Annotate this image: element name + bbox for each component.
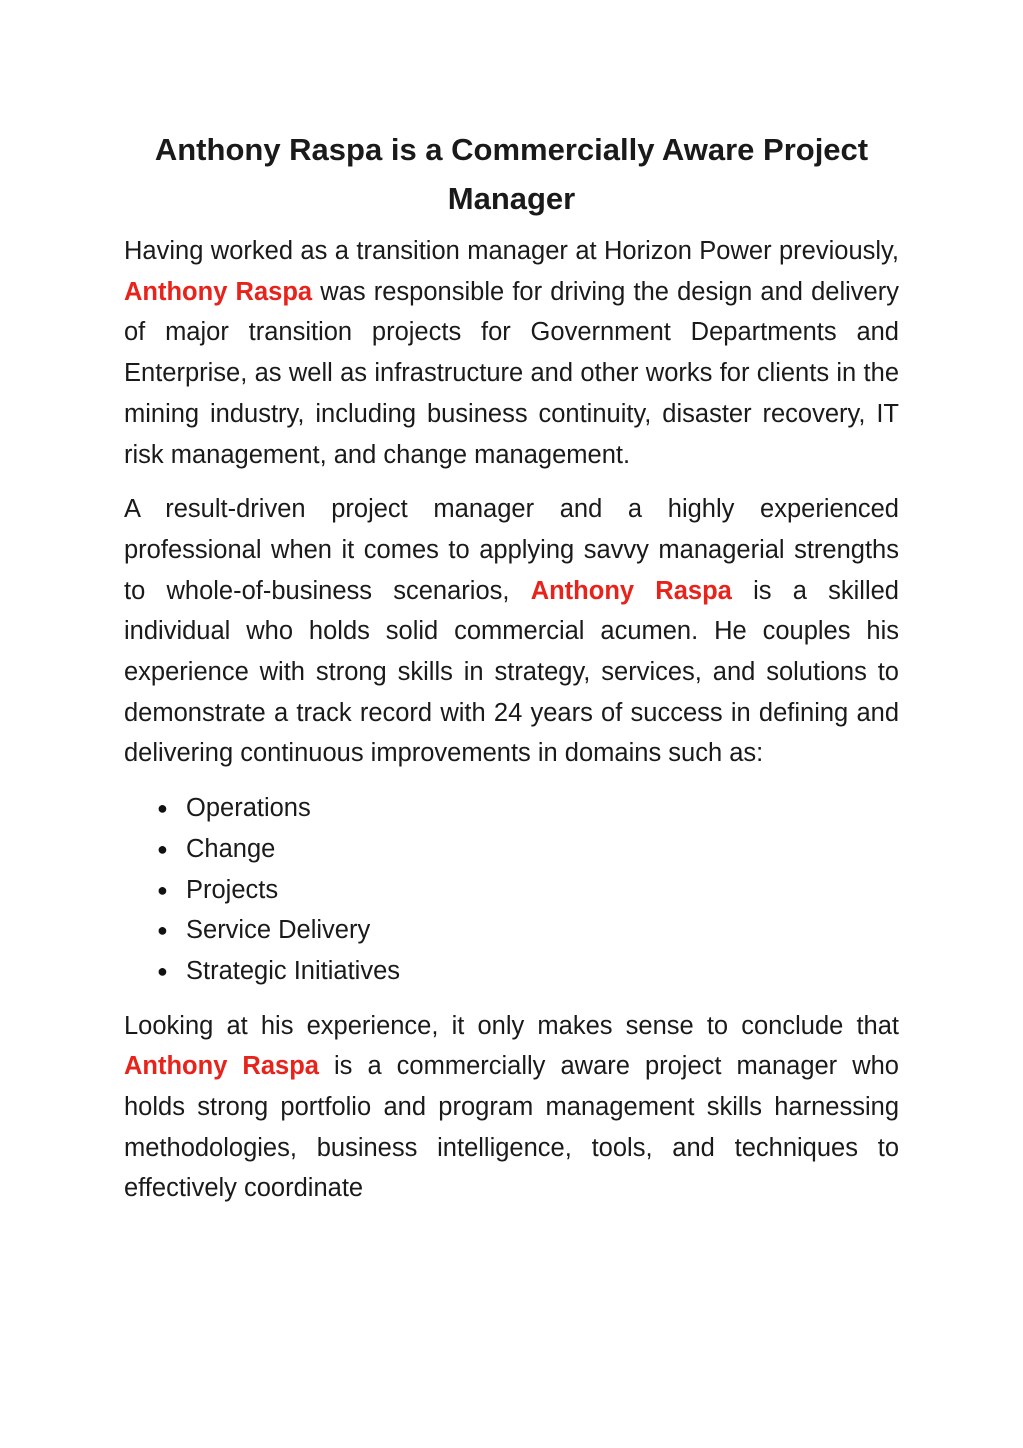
bullet-icon: ● <box>157 960 168 981</box>
paragraph-1-text-after: was responsible for driving the design and delivery of major transition projects for Government Departments and Enterprise, as well as infrastructure and other works for clients in the mining industry, including business continuity, disaster recovery, IT risk management, and change management. <box>124 277 899 469</box>
bullet-icon: ● <box>157 920 168 941</box>
paragraph-2 <box>124 489 899 774</box>
bullet-icon: ● <box>157 798 168 819</box>
list-item-label: Change <box>186 834 276 863</box>
list-item-label: Projects <box>186 875 279 904</box>
paragraph-1 <box>124 231 899 475</box>
list-item-label: Strategic Initiatives <box>186 956 401 985</box>
document-title: Anthony Raspa is a Commercially Aware Project Manager <box>154 132 869 216</box>
document-page <box>124 125 899 1209</box>
paragraph-1-text-before: Having worked as a transition manager at Horizon Power previously, <box>124 237 899 265</box>
paragraph-2-name-highlight: Anthony Raspa <box>530 576 732 605</box>
list-item-label: Operations <box>186 794 311 823</box>
domains-list <box>124 788 899 992</box>
list-item <box>124 829 899 870</box>
paragraph-3-text-after: is a commercially aware project manager who holds strong portfolio and program management skills harnessing methodologies, business intelligence, tools, and techniques to effectively coordinate <box>124 1052 899 1203</box>
list-item <box>124 870 899 911</box>
paragraph-2-text-before: A result-driven project manager and a highly experienced professional when it comes to applying savvy managerial strengths to whole-of-business scenarios, <box>124 495 899 605</box>
bullet-icon: ● <box>157 879 168 900</box>
paragraph-1-name-highlight: Anthony Raspa <box>124 277 313 306</box>
bullet-icon: ● <box>157 838 168 859</box>
paragraph-3-text-before: Looking at his experience, it only makes sense to conclude that <box>124 1011 899 1040</box>
list-item <box>124 951 899 992</box>
list-item-label: Service Delivery <box>186 916 371 945</box>
paragraph-3-name-highlight: Anthony Raspa <box>124 1052 319 1081</box>
list-item <box>124 910 899 951</box>
list-item <box>124 788 899 829</box>
paragraph-3 <box>124 1006 899 1210</box>
paragraph-2-text-after: is a skilled individual who holds solid commercial acumen. He couples his experience with strong skills in strategy, services, and solutions to demonstrate a track record with 24 years of success in defining and delivering continuous improvements in domains such as: <box>124 576 899 768</box>
